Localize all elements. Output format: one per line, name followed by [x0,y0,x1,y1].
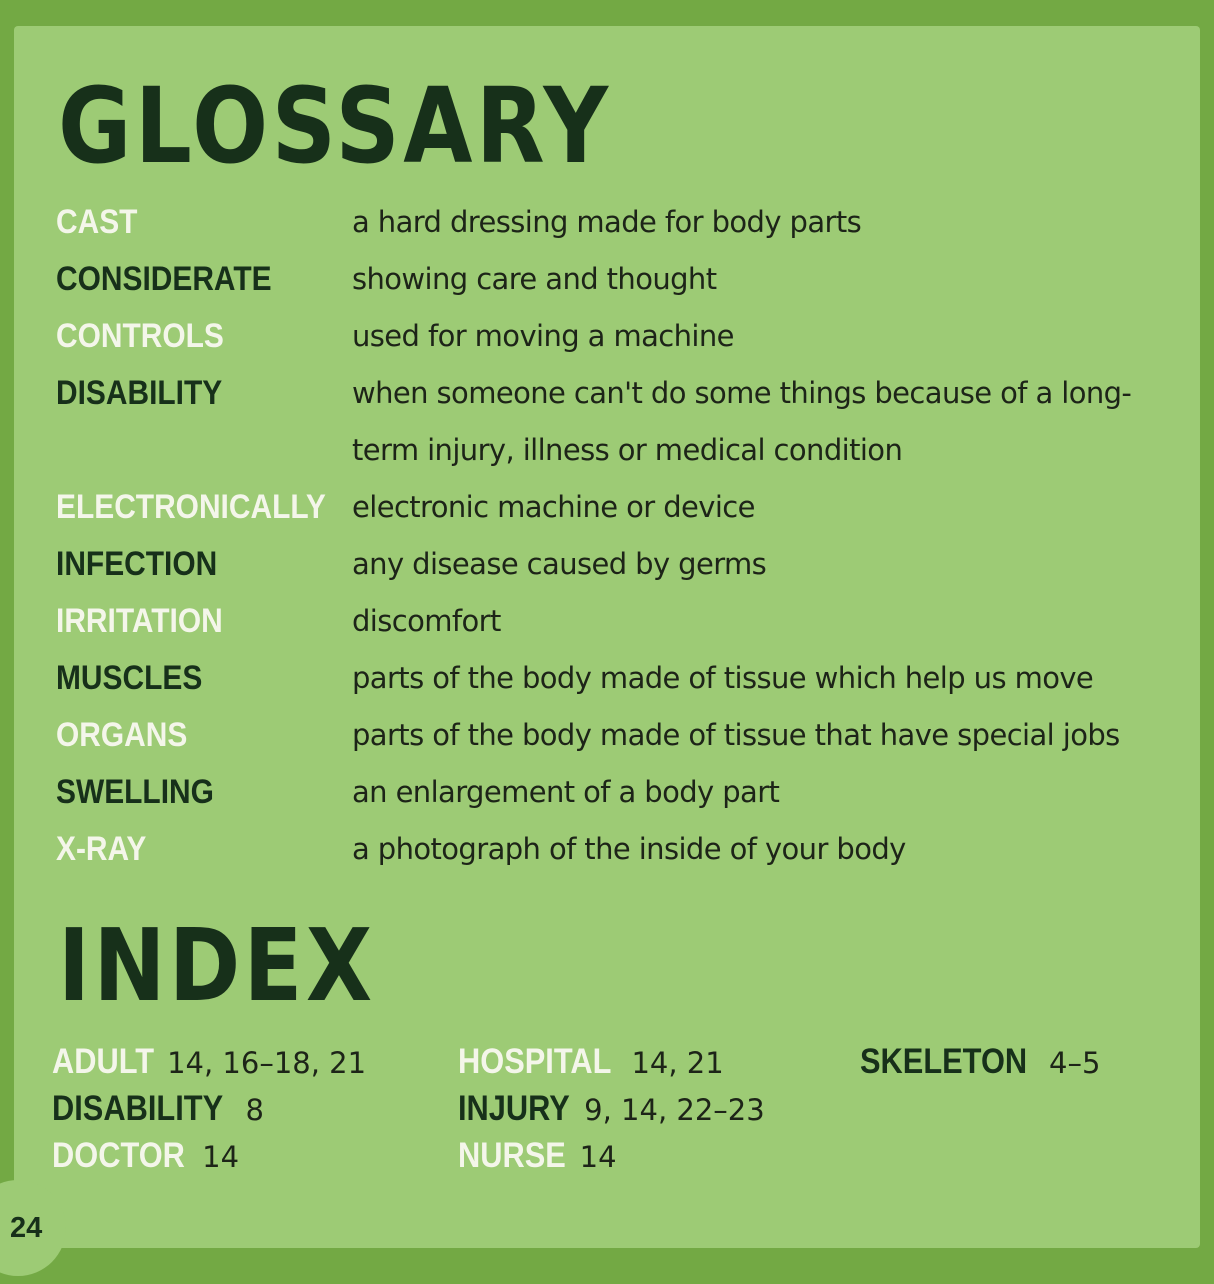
glossary-row [56,821,1166,878]
index-pages: 14 [579,1140,617,1174]
glossary-term: X-RAY [56,830,147,868]
glossary-definition: a hard dressing made for body parts [352,205,862,239]
glossary-definition: discomfort [352,604,501,638]
glossary-term: INFECTION [56,545,218,583]
index-entry [458,1038,765,1085]
glossary-definition: electronic machine or device [352,490,755,524]
index-entry [860,1038,1100,1085]
index-pages: 8 [245,1093,264,1127]
glossary-definition: a photograph of the inside of your body [352,832,906,866]
index-entry [52,1038,366,1085]
index-pages: 14, 16–18, 21 [167,1046,367,1080]
index-word: DOCTOR [52,1136,185,1175]
glossary-term: MUSCLES [56,659,203,697]
glossary-term: CONTROLS [56,317,224,355]
glossary-definition: used for moving a machine [352,319,734,353]
glossary-term: ORGANS [56,716,188,754]
glossary-row [56,593,1166,650]
index-title: INDEX [58,907,376,1024]
glossary-row [56,194,1166,251]
glossary-term: IRRITATION [56,602,223,640]
glossary-definition: when someone can't do some things because of a long-term injury, illness or medical condition [352,376,1132,467]
glossary-row [56,650,1166,707]
index-list [52,1038,1172,1178]
index-word: DISABILITY [52,1089,224,1128]
index-word: INJURY [458,1089,570,1128]
index-word: NURSE [458,1136,566,1175]
glossary-term: CONSIDERATE [56,260,272,298]
index-column-3 [860,1038,1100,1085]
index-pages: 14, 21 [631,1046,724,1080]
glossary-definition: parts of the body made of tissue that have special jobs [352,718,1120,752]
index-word: HOSPITAL [458,1042,612,1081]
glossary-term: CAST [56,203,138,241]
glossary-definition: any disease caused by germs [352,547,767,581]
index-column-2 [458,1038,765,1179]
index-word: SKELETON [860,1042,1028,1081]
glossary-row [56,365,1166,479]
page-number: 24 [10,1212,43,1244]
glossary-row [56,251,1166,308]
index-entry [458,1085,765,1132]
glossary-term: DISABILITY [56,374,223,412]
glossary-row [56,536,1166,593]
glossary-term: SWELLING [56,773,214,811]
index-entry [52,1085,366,1132]
glossary-definition: an enlargement of a body part [352,775,780,809]
glossary-row [56,479,1166,536]
glossary-row [56,308,1166,365]
glossary-list [56,194,1166,878]
index-entry [52,1132,366,1179]
glossary-term: ELECTRONICALLY [56,488,326,526]
index-pages: 4–5 [1049,1046,1101,1080]
index-pages: 9, 14, 22–23 [584,1093,765,1127]
glossary-row [56,707,1166,764]
index-column-1 [52,1038,366,1179]
index-pages: 14 [202,1140,240,1174]
glossary-definition: showing care and thought [352,262,717,296]
glossary-row [56,764,1166,821]
index-entry [458,1132,765,1179]
glossary-definition: parts of the body made of tissue which help us move [352,661,1094,695]
glossary-title: GLOSSARY [58,65,612,187]
index-word: ADULT [52,1042,155,1081]
